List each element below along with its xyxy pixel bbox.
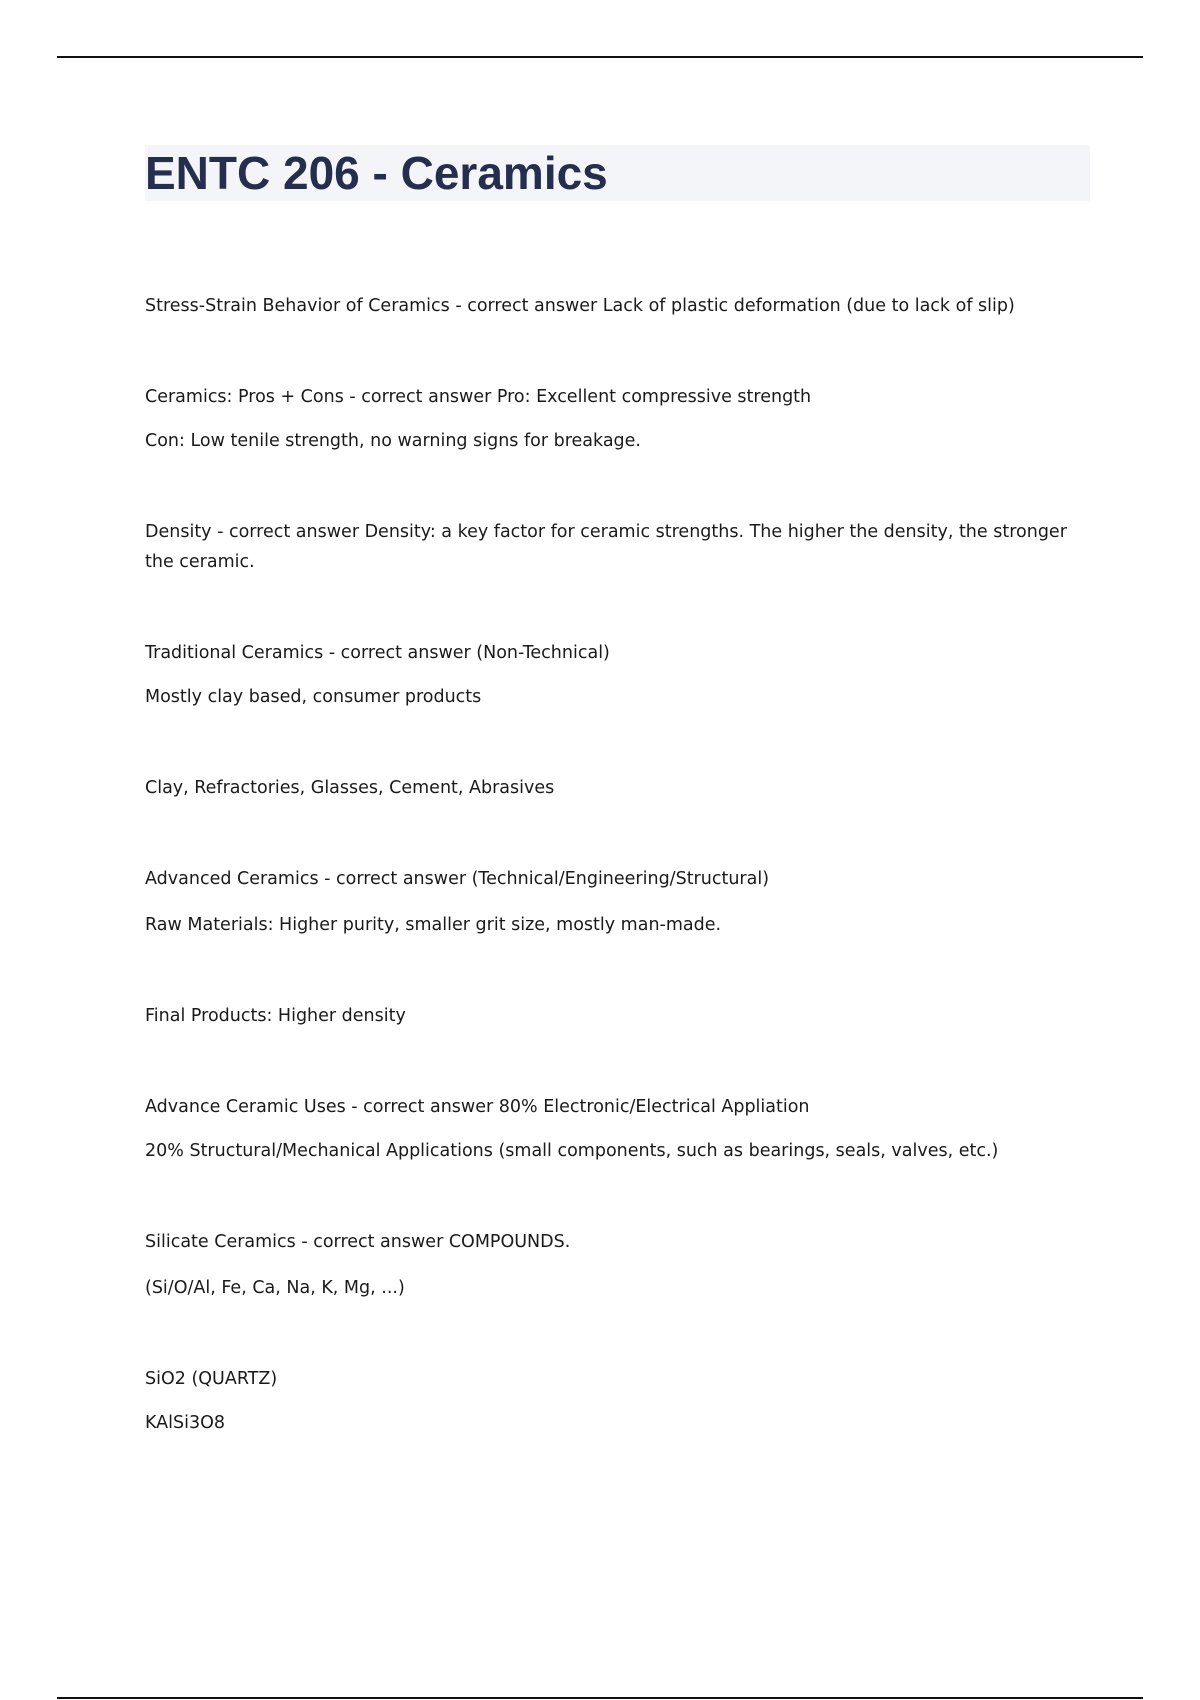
page-title: ENTC 206 - Ceramics — [145, 147, 608, 199]
entry-kalsi3o8: KAlSi3O8 — [145, 1413, 226, 1433]
entry-final-products: Final Products: Higher density — [145, 1006, 406, 1026]
entry-cons-detail: Con: Low tenile strength, no warning signs for breakage. — [145, 431, 641, 451]
entry-traditional-types: Clay, Refractories, Glasses, Cement, Abrasives — [145, 778, 555, 798]
entry-traditional-ceramics: Traditional Ceramics - correct answer (Non-Technical) — [145, 643, 610, 663]
header-rule — [57, 56, 1143, 58]
entry-advanced-ceramics: Advanced Ceramics - correct answer (Technical/Engineering/Structural) — [145, 869, 770, 889]
entry-quartz: SiO2 (QUARTZ) — [145, 1369, 278, 1389]
entry-pros-cons: Ceramics: Pros + Cons - correct answer Pro: Excellent compressive strength — [145, 387, 812, 407]
entry-traditional-detail: Mostly clay based, consumer products — [145, 687, 482, 707]
entry-raw-materials: Raw Materials: Higher purity, smaller grit size, mostly man-made. — [145, 915, 722, 935]
entry-advance-uses: Advance Ceramic Uses - correct answer 80% Electronic/Electrical Appliation — [145, 1097, 810, 1117]
entry-stress-strain: Stress-Strain Behavior of Ceramics - correct answer Lack of plastic deformation (due to lack of slip) — [145, 296, 1015, 316]
entry-density: Density - correct answer Density: a key factor for ceramic strengths. The higher the density, the stronger the ceramic. — [145, 522, 1067, 572]
footer-rule — [57, 1697, 1143, 1699]
entry-structural-applications: 20% Structural/Mechanical Applications (small components, such as bearings, seals, valves, etc.) — [145, 1141, 999, 1161]
entry-silicate-elements: (Si/O/Al, Fe, Ca, Na, K, Mg, ...) — [145, 1278, 405, 1298]
entry-silicate-ceramics: Silicate Ceramics - correct answer COMPOUNDS. — [145, 1232, 571, 1252]
